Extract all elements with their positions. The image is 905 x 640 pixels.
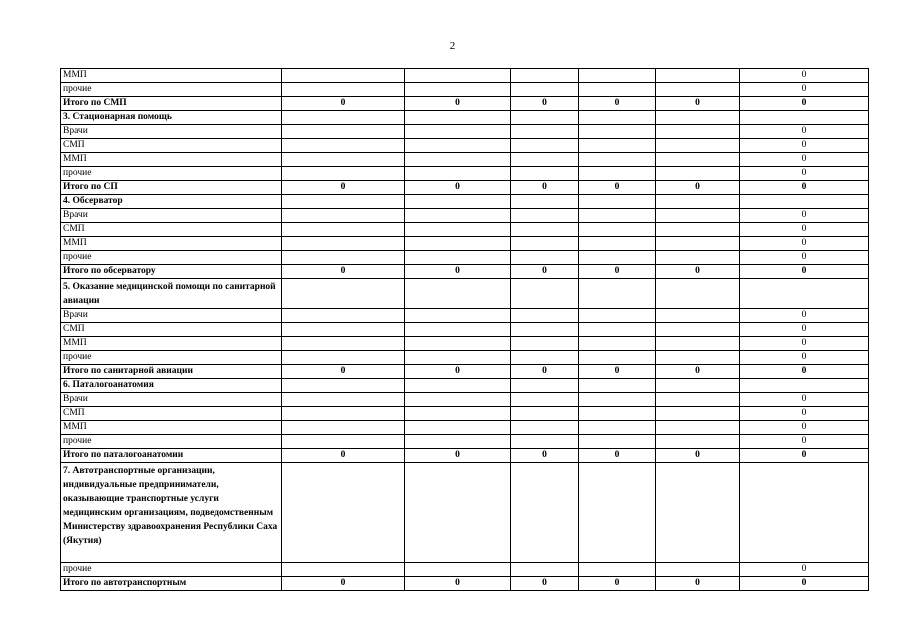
row-label: Итого по паталогоанатомии <box>61 449 282 463</box>
table-row <box>61 407 869 421</box>
value-cell <box>579 435 656 449</box>
value-cell <box>282 83 405 97</box>
value-cell <box>282 379 405 393</box>
value-cell <box>656 323 740 337</box>
value-cell <box>579 153 656 167</box>
value-cell: 0 <box>740 309 869 323</box>
value-cell <box>405 351 511 365</box>
value-cell <box>579 237 656 251</box>
value-cell: 0 <box>579 97 656 111</box>
value-cell <box>740 111 869 125</box>
value-cell <box>511 83 579 97</box>
value-cell <box>282 337 405 351</box>
value-cell <box>656 379 740 393</box>
row-label: Врачи <box>61 309 282 323</box>
value-cell <box>511 167 579 181</box>
value-cell <box>656 393 740 407</box>
value-cell <box>740 195 869 209</box>
value-cell <box>282 195 405 209</box>
table-row <box>61 337 869 351</box>
value-cell <box>282 279 405 309</box>
value-cell: 0 <box>282 449 405 463</box>
section-header-row <box>61 463 869 563</box>
total-row <box>61 181 869 195</box>
value-cell <box>511 111 579 125</box>
value-cell <box>405 237 511 251</box>
value-cell <box>579 563 656 577</box>
value-cell <box>282 69 405 83</box>
value-cell <box>579 251 656 265</box>
value-cell <box>511 139 579 153</box>
value-cell: 0 <box>282 97 405 111</box>
value-cell: 0 <box>740 97 869 111</box>
value-cell <box>511 195 579 209</box>
table-body <box>61 69 869 591</box>
value-cell: 0 <box>740 83 869 97</box>
value-cell: 0 <box>405 265 511 279</box>
value-cell <box>579 407 656 421</box>
row-label: Итого по обсерватору <box>61 265 282 279</box>
row-label: Итого по санитарной авиации <box>61 365 282 379</box>
table-row <box>61 251 869 265</box>
table-row <box>61 323 869 337</box>
row-label: ММП <box>61 237 282 251</box>
value-cell <box>405 323 511 337</box>
value-cell <box>511 125 579 139</box>
value-cell: 0 <box>579 181 656 195</box>
value-cell <box>405 563 511 577</box>
section-header-row <box>61 379 869 393</box>
value-cell <box>405 69 511 83</box>
row-label: Итого по СМП <box>61 97 282 111</box>
row-label: СМП <box>61 407 282 421</box>
value-cell <box>579 337 656 351</box>
value-cell <box>656 351 740 365</box>
value-cell <box>579 279 656 309</box>
value-cell <box>656 279 740 309</box>
value-cell <box>579 83 656 97</box>
value-cell <box>282 237 405 251</box>
value-cell <box>511 463 579 563</box>
value-cell <box>511 309 579 323</box>
value-cell: 0 <box>740 69 869 83</box>
row-label: Врачи <box>61 125 282 139</box>
value-cell: 0 <box>740 125 869 139</box>
value-cell <box>656 435 740 449</box>
value-cell <box>282 209 405 223</box>
value-cell <box>282 139 405 153</box>
value-cell <box>511 379 579 393</box>
value-cell <box>579 223 656 237</box>
value-cell <box>511 337 579 351</box>
value-cell <box>405 393 511 407</box>
total-row <box>61 97 869 111</box>
value-cell: 0 <box>740 407 869 421</box>
value-cell <box>740 379 869 393</box>
value-cell <box>579 139 656 153</box>
row-label: Итого по автотранспортным <box>61 577 282 591</box>
value-cell <box>282 153 405 167</box>
table-row <box>61 209 869 223</box>
value-cell <box>282 125 405 139</box>
value-cell: 0 <box>740 393 869 407</box>
table-row <box>61 223 869 237</box>
value-cell <box>579 351 656 365</box>
value-cell: 0 <box>740 251 869 265</box>
value-cell <box>511 237 579 251</box>
value-cell <box>656 407 740 421</box>
value-cell: 0 <box>579 265 656 279</box>
value-cell: 0 <box>656 449 740 463</box>
value-cell: 0 <box>740 139 869 153</box>
row-label: ММП <box>61 69 282 83</box>
value-cell: 0 <box>740 365 869 379</box>
value-cell: 0 <box>511 181 579 195</box>
table-row <box>61 237 869 251</box>
value-cell <box>282 393 405 407</box>
value-cell <box>579 421 656 435</box>
value-cell <box>282 309 405 323</box>
table-row <box>61 435 869 449</box>
value-cell <box>405 167 511 181</box>
value-cell: 0 <box>579 449 656 463</box>
value-cell: 0 <box>511 97 579 111</box>
value-cell: 0 <box>282 365 405 379</box>
value-cell <box>282 463 405 563</box>
value-cell: 0 <box>740 563 869 577</box>
value-cell <box>405 139 511 153</box>
value-cell <box>579 379 656 393</box>
value-cell: 0 <box>282 265 405 279</box>
section-title: 3. Стационарная помощь <box>61 111 282 125</box>
value-cell: 0 <box>656 577 740 591</box>
value-cell <box>656 337 740 351</box>
value-cell <box>656 237 740 251</box>
section-header-row <box>61 111 869 125</box>
value-cell: 0 <box>656 97 740 111</box>
value-cell <box>656 209 740 223</box>
table-row <box>61 153 869 167</box>
total-row <box>61 577 869 591</box>
value-cell: 0 <box>740 449 869 463</box>
value-cell <box>511 351 579 365</box>
value-cell: 0 <box>511 265 579 279</box>
value-cell <box>405 125 511 139</box>
value-cell: 0 <box>740 421 869 435</box>
value-cell: 0 <box>656 181 740 195</box>
row-label: Врачи <box>61 393 282 407</box>
table-row <box>61 351 869 365</box>
staff-report-table <box>60 68 869 591</box>
value-cell <box>656 309 740 323</box>
value-cell <box>282 167 405 181</box>
value-cell: 0 <box>579 365 656 379</box>
value-cell <box>579 323 656 337</box>
value-cell <box>282 251 405 265</box>
value-cell <box>656 223 740 237</box>
value-cell <box>656 83 740 97</box>
value-cell: 0 <box>740 181 869 195</box>
value-cell <box>511 69 579 83</box>
value-cell <box>405 209 511 223</box>
row-label: ММП <box>61 153 282 167</box>
value-cell: 0 <box>405 181 511 195</box>
value-cell: 0 <box>740 209 869 223</box>
table-row <box>61 563 869 577</box>
value-cell: 0 <box>405 365 511 379</box>
value-cell <box>511 223 579 237</box>
value-cell: 0 <box>511 365 579 379</box>
section-header-row <box>61 279 869 309</box>
value-cell <box>405 463 511 563</box>
value-cell <box>656 167 740 181</box>
value-cell <box>656 463 740 563</box>
row-label: СМП <box>61 323 282 337</box>
value-cell <box>282 435 405 449</box>
row-label: прочие <box>61 83 282 97</box>
value-cell <box>740 463 869 563</box>
row-label: СМП <box>61 139 282 153</box>
value-cell <box>405 195 511 209</box>
section-title: 4. Обсерватор <box>61 195 282 209</box>
value-cell <box>405 83 511 97</box>
value-cell: 0 <box>282 181 405 195</box>
value-cell <box>405 379 511 393</box>
value-cell <box>511 435 579 449</box>
value-cell: 0 <box>740 323 869 337</box>
value-cell <box>656 111 740 125</box>
value-cell <box>282 223 405 237</box>
value-cell <box>511 421 579 435</box>
value-cell <box>656 139 740 153</box>
row-label: СМП <box>61 223 282 237</box>
row-label: прочие <box>61 563 282 577</box>
total-row <box>61 449 869 463</box>
value-cell <box>579 463 656 563</box>
table-row <box>61 167 869 181</box>
value-cell: 0 <box>740 237 869 251</box>
value-cell <box>282 323 405 337</box>
value-cell <box>282 421 405 435</box>
value-cell: 0 <box>282 577 405 591</box>
row-label: ММП <box>61 337 282 351</box>
value-cell: 0 <box>740 337 869 351</box>
table-row <box>61 421 869 435</box>
value-cell <box>511 323 579 337</box>
row-label: Итого по СП <box>61 181 282 195</box>
row-label: прочие <box>61 435 282 449</box>
row-label: Врачи <box>61 209 282 223</box>
value-cell <box>405 223 511 237</box>
value-cell <box>405 435 511 449</box>
table-row <box>61 69 869 83</box>
total-row <box>61 365 869 379</box>
value-cell: 0 <box>740 223 869 237</box>
value-cell <box>282 351 405 365</box>
value-cell: 0 <box>579 577 656 591</box>
value-cell <box>405 309 511 323</box>
value-cell: 0 <box>405 97 511 111</box>
value-cell: 0 <box>740 435 869 449</box>
table-row <box>61 139 869 153</box>
section-title: 7. Автотранспортные организации, индивидуальные предприниматели, оказывающие транспортные услуги медицинским организациям, подведомственным Министерству здравоохранения Республики Саха (Якутия) <box>61 463 282 563</box>
value-cell <box>405 153 511 167</box>
value-cell <box>579 111 656 125</box>
value-cell <box>511 251 579 265</box>
value-cell <box>405 251 511 265</box>
row-label: прочие <box>61 351 282 365</box>
table-row <box>61 83 869 97</box>
row-label: прочие <box>61 167 282 181</box>
row-label: ММП <box>61 421 282 435</box>
value-cell <box>579 195 656 209</box>
value-cell <box>405 337 511 351</box>
value-cell <box>405 279 511 309</box>
value-cell <box>511 279 579 309</box>
value-cell <box>405 407 511 421</box>
value-cell <box>579 309 656 323</box>
value-cell <box>511 563 579 577</box>
value-cell <box>405 111 511 125</box>
value-cell <box>656 421 740 435</box>
value-cell: 0 <box>405 577 511 591</box>
value-cell <box>511 407 579 421</box>
value-cell: 0 <box>740 167 869 181</box>
value-cell <box>405 421 511 435</box>
total-row <box>61 265 869 279</box>
value-cell <box>579 69 656 83</box>
table-row <box>61 309 869 323</box>
table-row <box>61 125 869 139</box>
value-cell <box>579 167 656 181</box>
value-cell: 0 <box>511 449 579 463</box>
value-cell <box>579 125 656 139</box>
value-cell: 0 <box>405 449 511 463</box>
table-row <box>61 393 869 407</box>
value-cell: 0 <box>740 153 869 167</box>
value-cell <box>656 195 740 209</box>
value-cell: 0 <box>740 351 869 365</box>
value-cell <box>740 279 869 309</box>
section-title: 6. Паталогоанатомия <box>61 379 282 393</box>
value-cell <box>656 69 740 83</box>
value-cell: 0 <box>740 265 869 279</box>
value-cell <box>282 407 405 421</box>
value-cell: 0 <box>656 365 740 379</box>
section-title: 5. Оказание медицинской помощи по санитарной авиации <box>61 279 282 309</box>
value-cell <box>579 209 656 223</box>
value-cell <box>579 393 656 407</box>
value-cell <box>511 153 579 167</box>
section-header-row <box>61 195 869 209</box>
value-cell: 0 <box>740 577 869 591</box>
value-cell <box>282 111 405 125</box>
value-cell <box>511 209 579 223</box>
row-label: прочие <box>61 251 282 265</box>
value-cell: 0 <box>656 265 740 279</box>
value-cell <box>656 153 740 167</box>
value-cell: 0 <box>511 577 579 591</box>
value-cell <box>656 125 740 139</box>
value-cell <box>656 251 740 265</box>
page-number: 2 <box>449 40 456 52</box>
value-cell <box>656 563 740 577</box>
value-cell <box>282 563 405 577</box>
value-cell <box>511 393 579 407</box>
